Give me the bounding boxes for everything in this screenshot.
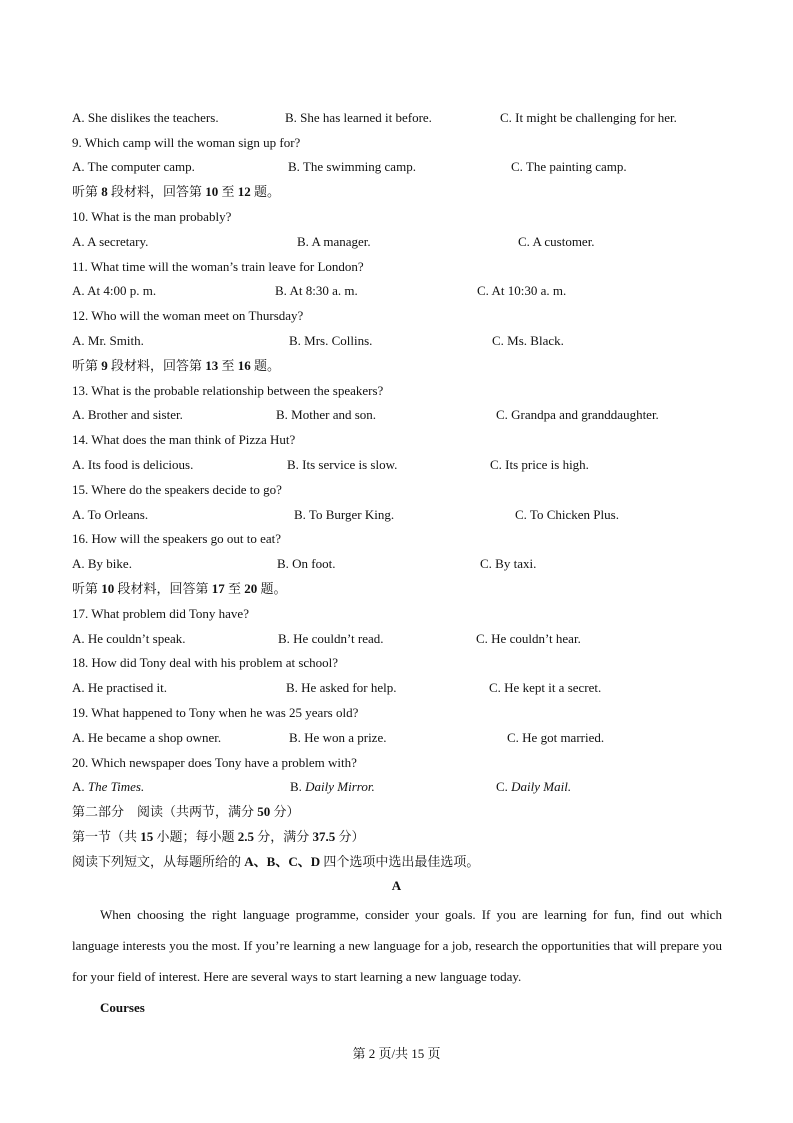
section-10-heading: 听第 10 段材料，回答第 17 至 20 题。 [72,581,287,596]
q15-option-b: B. To Burger King. [294,507,395,522]
part-2-heading: 第二部分 阅读（共两节，满分 50 分） [72,804,300,819]
page-footer: 第 2 页/共 15 页 [352,1046,441,1061]
q10-option-c: C. A customer. [518,234,595,249]
q13-option-a: A. Brother and sister. [72,407,183,422]
passage-paragraph: When choosing the right language programme, consider your goals. If you are learning for fun, find out which language interests you the most. If you’re learning a new language for a job, research the opportunities that will prepare you for your field of interest. Here are several ways to start learning a new language today. [72,907,722,984]
q9-option-c: C. The painting camp. [511,159,627,174]
section-1-heading: 第一节（共 15 小题；每小题 2.5 分，满分 37.5 分） [72,829,365,844]
q14-option-b: B. Its service is slow. [287,457,398,472]
q10-question: 10. What is the man probably? [72,209,232,224]
q15-question: 15. Where do the speakers decide to go? [72,482,282,497]
q13-option-b: B. Mother and son. [276,407,377,422]
q19-option-b: B. He won a prize. [289,730,387,745]
q10-option-b: B. A manager. [297,234,371,249]
q16-option-c: C. By taxi. [480,556,537,571]
q19-option-a: A. He became a shop owner. [72,730,222,745]
q8-option-c: C. It might be challenging for her. [500,110,677,125]
q14-option-a: A. Its food is delicious. [72,457,194,472]
courses-heading: Courses [100,1000,145,1015]
q20-option-b: B. Daily Mirror. [290,779,375,794]
q16-option-b: B. On foot. [277,556,336,571]
q17-option-b: B. He couldn’t read. [278,631,384,646]
q11-option-c: C. At 10:30 a. m. [477,283,567,298]
q15-option-c: C. To Chicken Plus. [515,507,619,522]
q11-option-b: B. At 8:30 a. m. [275,283,358,298]
q20-option-c: C. Daily Mail. [496,779,572,794]
reading-instruction: 阅读下列短文，从每题所给的 A、B、C、D 四个选项中选出最佳选项。 [72,854,480,869]
section-8-heading: 听第 8 段材料，回答第 10 至 12 题。 [72,184,281,199]
q18-option-b: B. He asked for help. [286,680,397,695]
q9-question: 9. Which camp will the woman sign up for? [72,135,301,150]
passage-label: A [391,878,402,893]
q12-option-c: C. Ms. Black. [492,333,564,348]
q12-option-a: A. Mr. Smith. [72,333,144,348]
q19-question: 19. What happened to Tony when he was 25 years old? [72,705,359,720]
section-9-heading: 听第 9 段材料，回答第 13 至 16 题。 [72,358,281,373]
q18-option-a: A. He practised it. [72,680,167,695]
q8-option-b: B. She has learned it before. [285,110,432,125]
q8-option-a: A. She dislikes the teachers. [72,110,219,125]
q12-option-b: B. Mrs. Collins. [289,333,373,348]
q16-question: 16. How will the speakers go out to eat? [72,531,282,546]
q18-option-c: C. He kept it a secret. [489,680,602,695]
q14-option-c: C. Its price is high. [490,457,589,472]
q20-option-a: A. The Times. [72,779,145,794]
q10-option-a: A. A secretary. [72,234,149,249]
q20-question: 20. Which newspaper does Tony have a problem with? [72,755,357,770]
q17-question: 17. What problem did Tony have? [72,606,249,621]
q17-option-c: C. He couldn’t hear. [476,631,581,646]
q12-question: 12. Who will the woman meet on Thursday? [72,308,304,323]
q16-option-a: A. By bike. [72,556,132,571]
q11-option-a: A. At 4:00 p. m. [72,283,157,298]
q15-option-a: A. To Orleans. [72,507,149,522]
q13-option-c: C. Grandpa and granddaughter. [496,407,659,422]
q14-question: 14. What does the man think of Pizza Hut? [72,432,296,447]
q17-option-a: A. He couldn’t speak. [72,631,186,646]
q13-question: 13. What is the probable relationship between the speakers? [72,383,384,398]
q19-option-c: C. He got married. [507,730,605,745]
q9-option-b: B. The swimming camp. [288,159,416,174]
q11-question: 11. What time will the woman’s train leave for London? [72,259,364,274]
q9-option-a: A. The computer camp. [72,159,195,174]
q18-question: 18. How did Tony deal with his problem at school? [72,655,339,670]
